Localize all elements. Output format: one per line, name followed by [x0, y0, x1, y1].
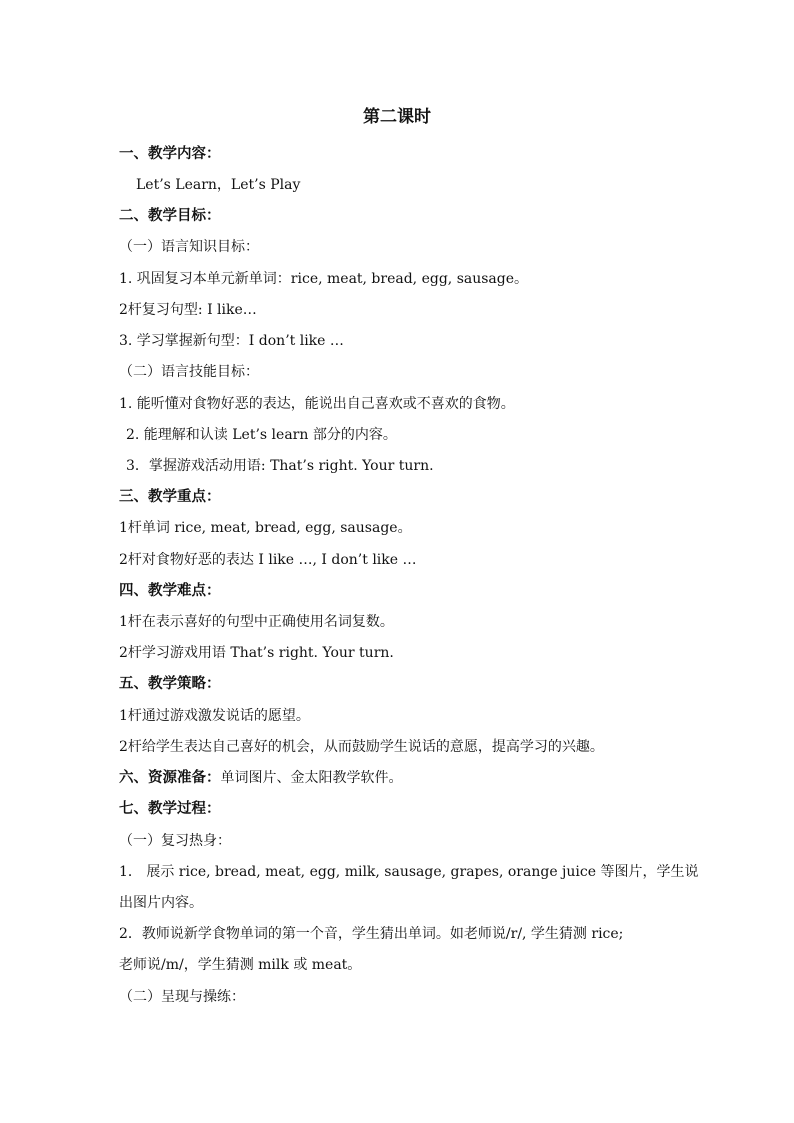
lesson-content-text: Let’s Learn，Let’s Play: [136, 177, 301, 193]
key-point-item: 1杆单词 rice, meat, bread, egg, sausage。: [119, 520, 412, 536]
objective-item: 3．掌握游戏活动用语: That’s right. Your turn.: [126, 458, 434, 474]
process-paragraph-line: 老师说/m/，学生猜测 milk 或 meat。: [119, 957, 362, 973]
subheading-warmup: （一）复习热身：: [119, 833, 231, 849]
objective-item: 3. 学习掌握新句型：I don’t like …: [119, 333, 344, 349]
process-paragraph-line: 出图片内容。: [119, 895, 203, 911]
difficulty-item: 1杆在表示喜好的句型中正确使用名词复数。: [119, 614, 394, 630]
process-paragraph-line: 1． 展示 rice, bread, meat, egg, milk, sausage, grapes, orange juice 等图片，学生说: [119, 864, 699, 880]
section-heading-process: 七、教学过程：: [119, 801, 221, 817]
objective-item: 1. 能听懂对食物好恶的表达，能说出自己喜欢或不喜欢的食物。: [119, 396, 515, 412]
process-paragraph-line: 2．教师说新学食物单词的第一个音，学生猜出单词。如老师说/r/, 学生猜测 rice;: [119, 926, 624, 942]
page-title: 第二课时: [363, 107, 431, 127]
resources-text: 单词图片、金太阳教学软件。: [220, 770, 403, 786]
section-heading-key-points: 三、教学重点：: [119, 489, 221, 505]
section-heading-objectives: 二、教学目标：: [119, 208, 221, 224]
subheading-skill-objectives: （二）语言技能目标：: [119, 364, 259, 380]
objective-item: 1. 巩固复习本单元新单词：rice, meat, bread, egg, sausage。: [119, 271, 529, 287]
strategy-item: 1杆通过游戏激发说话的愿望。: [119, 708, 310, 724]
subheading-knowledge-objectives: （一）语言知识目标：: [119, 239, 259, 255]
objective-item: 2杆复习句型: I like…: [119, 302, 257, 318]
section-heading-difficulties: 四、教学难点：: [119, 583, 221, 599]
strategy-item: 2杆给学生表达自己喜好的机会，从而鼓励学生说话的意愿，提高学习的兴趣。: [119, 739, 604, 755]
resources-line: [119, 767, 679, 789]
section-heading-content: 一、教学内容：: [119, 146, 221, 162]
key-point-item: 2杆对食物好恶的表达 I like …, I don’t like …: [119, 552, 417, 568]
section-heading-strategies: 五、教学策略：: [119, 676, 221, 692]
section-heading-resources: 六、资源准备：: [119, 770, 221, 786]
objective-item: 2. 能理解和认读 Let’s learn 部分的内容。: [126, 427, 397, 443]
difficulty-item: 2杆学习游戏用语 That’s right. Your turn.: [119, 645, 394, 661]
subheading-presentation: （二）呈现与操练：: [119, 989, 245, 1005]
